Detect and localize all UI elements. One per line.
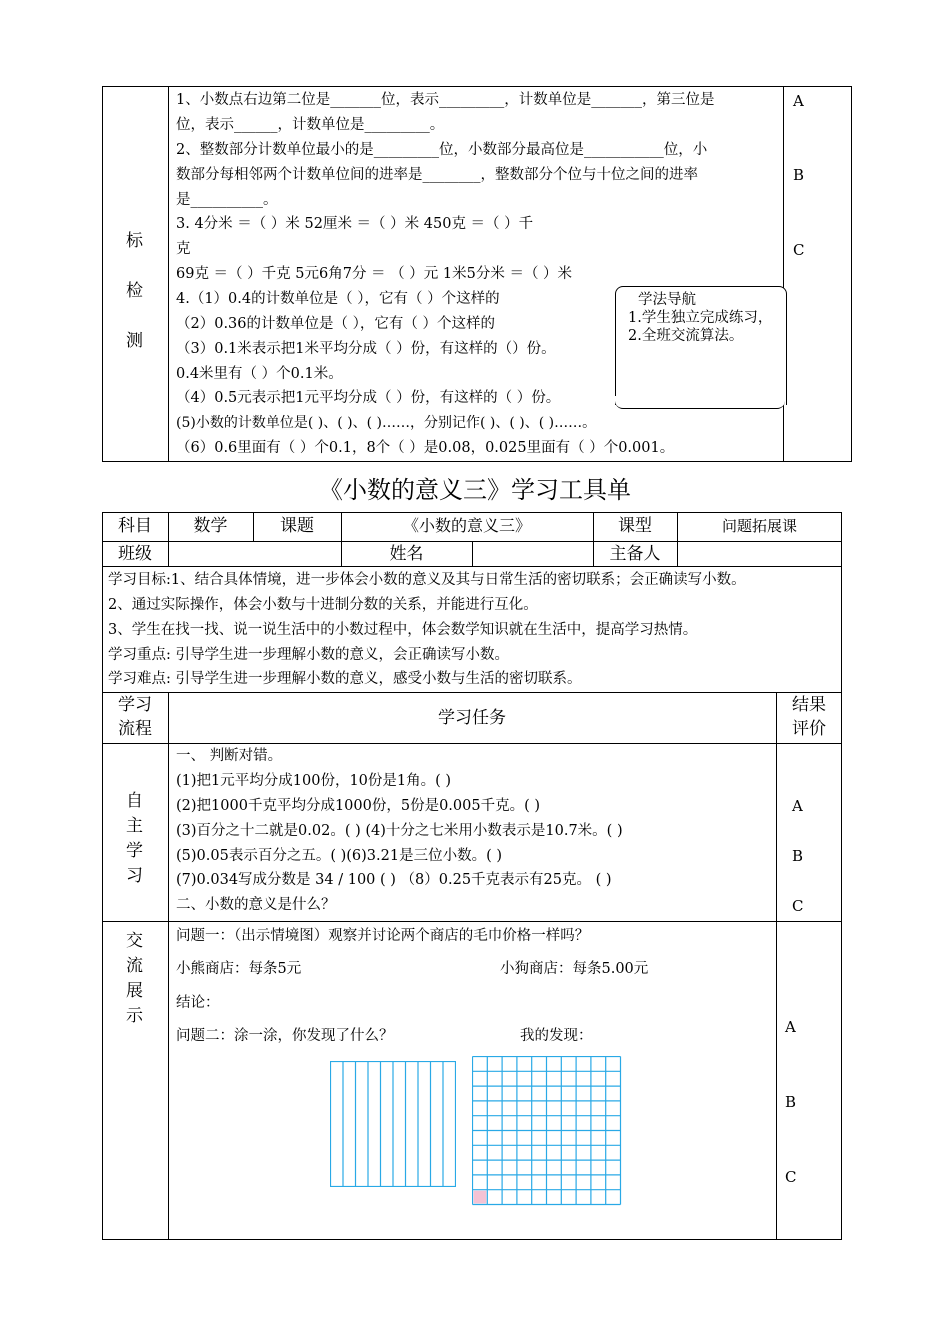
key-point: 学习重点: 引导学生进一步理解小数的意义，会正确读写小数。	[108, 647, 509, 663]
label-char: 检	[126, 281, 143, 301]
grade-c: C	[785, 1168, 797, 1186]
divider	[472, 541, 473, 566]
study-guide-item: 2.全班交流算法。	[628, 328, 744, 344]
difficulty: 学习难点: 引导学生进一步理解小数的意义，感受小数与生活的密切联系。	[108, 671, 582, 687]
shaded-cell	[474, 1191, 487, 1204]
text-line: 数部分每相邻两个计数单位间的进率是________，整数部分个位与十位之间的进率	[176, 167, 698, 183]
study-guide-item: 1.学生独立完成练习，	[628, 310, 773, 326]
divider	[102, 566, 842, 567]
result-header-line: 评价	[792, 719, 826, 739]
grade-b: B	[793, 166, 805, 184]
topic-value: 《小数的意义三》	[402, 516, 531, 535]
grade-b: B	[785, 1093, 797, 1111]
text-line: 4.（1）0.4的计数单位是（ ），它有（ ）个这样的	[176, 291, 500, 307]
text-line: （2）0.36的计数单位是（ ），它有（ ）个这样的	[176, 316, 495, 332]
study-guide-title: 学法导航	[638, 292, 696, 308]
text-line: （4）0.5元表示把1元平均分成（ ）份，有这样的（ ）份。	[176, 390, 561, 406]
label-char: 学	[126, 841, 143, 861]
dog-shop-price: 小狗商店：每条5.00元	[500, 961, 649, 977]
class-label: 班级	[118, 544, 152, 564]
text-line: 3. 4分米 ＝（ ）米 52厘米 ＝（ ）米 450克 ＝（ ）千	[176, 216, 534, 232]
text-line: 1、小数点右边第二位是_______位，表示_________，计数单位是_______，第三位是	[176, 92, 715, 108]
result-header-line: 结果	[792, 695, 826, 715]
subject-label: 科目	[118, 516, 152, 536]
name-label: 姓名	[389, 544, 424, 564]
text-line: (5)0.05表示百分之五。( )(6)3.21是三位小数。( )	[176, 848, 502, 864]
result-header	[776, 693, 842, 741]
tenths-strip-figure	[330, 1061, 456, 1187]
grade-c: C	[793, 241, 805, 259]
study-guide-callout	[615, 286, 787, 405]
objective-line: 学习目标:1、结合具体情境，进一步体会小数的意义及其与日常生活的密切联系；会正确读写小数。	[108, 572, 746, 588]
bear-shop-price: 小熊商店：每条5元	[176, 961, 302, 977]
conclusion-label: 结论：	[176, 995, 220, 1011]
preparer-label: 主备人	[609, 544, 661, 564]
grade-b: B	[792, 847, 804, 865]
label-char: 示	[126, 1006, 143, 1026]
label-char: 习	[126, 866, 143, 886]
question-one: 问题一：（出示情境图）观察并讨论两个商店的毛巾价格一样吗？	[176, 928, 590, 944]
divider	[102, 692, 842, 693]
text-line: (1)把1元平均分成100份，10份是1角。( )	[176, 773, 452, 789]
subject-value: 数学	[193, 516, 228, 536]
objective-line: 2、通过实际操作，体会小数与十进制分数的关系，并能进行互化。	[108, 597, 538, 613]
grade-c: C	[792, 897, 804, 915]
flow-header	[102, 693, 168, 741]
text-line: 二、小数的意义是什么？	[176, 897, 336, 913]
label-char: 展	[126, 981, 143, 1001]
text-line: 一、 判断对错。	[176, 748, 283, 764]
divider	[168, 692, 169, 1240]
divider	[776, 692, 777, 1240]
text-line: 是__________。	[176, 192, 278, 208]
text-line: 位，表示______，计数单位是_________。	[176, 117, 445, 133]
text-line: (2)把1000千克平均分成1000份，5份是0.005千克。( )	[176, 798, 540, 814]
text-line: （3）0.1米表示把1米平均分成（ ）份，有这样的（）份。	[176, 341, 556, 357]
page-title: 《小数的意义三》学习工具单	[319, 476, 631, 504]
text-line: (3)百分之十二就是0.02。( ) (4)十分之七米用小数表示是10.7米。( )	[176, 823, 623, 839]
type-value: 问题拓展课	[721, 517, 797, 535]
label-char: 标	[126, 231, 143, 251]
divider	[168, 86, 169, 462]
grade-a: A	[793, 92, 804, 110]
grade-a: A	[792, 797, 803, 815]
objective-line: 3、学生在找一找、说一说生活中的小数过程中，体会数学知识就在生活中，提高学习热情。	[108, 622, 698, 638]
label-char: 交	[126, 931, 143, 951]
type-label: 课型	[618, 516, 652, 536]
study-guide-callout-bottom	[615, 396, 785, 409]
label-char: 自	[126, 791, 143, 811]
text-line: 0.4米里有（ ）个0.1米。	[176, 366, 343, 382]
task-header: 学习任务	[438, 708, 506, 728]
flow-header-line: 流程	[118, 719, 152, 739]
finding-label: 我的发现：	[520, 1028, 593, 1044]
topic-label: 课题	[280, 516, 314, 536]
divider	[102, 921, 842, 922]
label-char: 测	[126, 331, 143, 351]
label-char: 流	[126, 956, 143, 976]
text-line: （6）0.6里面有（ ）个0.1，8个（ ）是0.08，0.025里面有（ ）个0.001。	[176, 440, 675, 456]
text-line: 69克 ＝（ ）千克 5元6角7分 ＝ （ ）元 1米5分米 ＝（ ）米	[176, 266, 573, 282]
text-line: 2、整数部分计数单位最小的是_________位，小数部分最高位是___________位，小	[176, 142, 708, 158]
label-char: 主	[126, 816, 143, 836]
grade-a: A	[785, 1018, 796, 1036]
question-two: 问题二：涂一涂，你发现了什么？	[176, 1028, 394, 1044]
text-line: (5)小数的计数单位是( )、( )、( )……，分别记作( )、( )、( )……。	[176, 415, 597, 431]
text-line: 克	[176, 241, 191, 257]
flow-header-line: 学习	[118, 695, 152, 715]
text-line: (7)0.034写成分数是 34 / 100 ( ) （8）0.25千克表示有25克。 ( )	[176, 872, 612, 888]
hundredths-grid-figure	[472, 1056, 623, 1206]
